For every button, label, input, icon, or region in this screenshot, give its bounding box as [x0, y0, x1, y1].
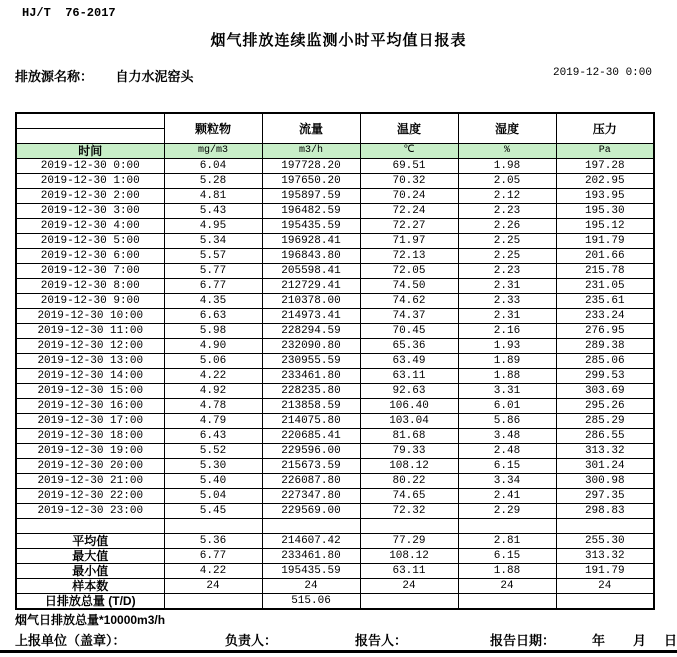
humidity-cell: 5.86	[458, 414, 556, 429]
flow-cell: 196843.80	[262, 249, 360, 264]
temp-cell: 79.33	[360, 444, 458, 459]
humidity-cell: 3.48	[458, 429, 556, 444]
dust-cell: 5.52	[164, 444, 262, 459]
unit-humidity: %	[458, 144, 556, 159]
time-cell: 2019-12-30 18:00	[16, 429, 164, 444]
humidity-cell: 2.05	[458, 174, 556, 189]
flow-cell: 197650.20	[262, 174, 360, 189]
flow-cell: 196928.41	[262, 234, 360, 249]
time-cell: 2019-12-30 17:00	[16, 414, 164, 429]
pressure-cell: 286.55	[556, 429, 654, 444]
time-cell: 2019-12-30 9:00	[16, 294, 164, 309]
hourly-row	[16, 354, 654, 369]
pressure-cell: 285.06	[556, 354, 654, 369]
pressure-cell: 298.83	[556, 504, 654, 519]
time-cell: 2019-12-30 2:00	[16, 189, 164, 204]
humidity-cell: 2.33	[458, 294, 556, 309]
time-column-header: 时间	[16, 144, 164, 159]
temp-cell: 74.62	[360, 294, 458, 309]
dust-cell: 4.81	[164, 189, 262, 204]
humidity-cell: 2.23	[458, 204, 556, 219]
unit-dust: mg/m3	[164, 144, 262, 159]
flow-cell: 214973.41	[262, 309, 360, 324]
v4-cell: 24	[458, 579, 556, 594]
flow-cell: 205598.41	[262, 264, 360, 279]
report-datetime: 2019-12-30 0:00	[552, 67, 652, 79]
time-cell: 2019-12-30 5:00	[16, 234, 164, 249]
unit-temp: ℃	[360, 144, 458, 159]
subheader	[15, 66, 662, 82]
header-row-top	[16, 113, 654, 129]
flow-cell: 214075.80	[262, 414, 360, 429]
dust-cell: 5.98	[164, 324, 262, 339]
empty-cell	[16, 519, 164, 534]
temp-cell: 74.50	[360, 279, 458, 294]
v1-cell: 6.77	[164, 549, 262, 564]
temp-cell: 72.32	[360, 504, 458, 519]
flow-cell: 229569.00	[262, 504, 360, 519]
humidity-cell: 1.98	[458, 159, 556, 174]
v4-cell	[458, 594, 556, 610]
flow-cell: 215673.59	[262, 459, 360, 474]
humidity-cell: 6.15	[458, 459, 556, 474]
source-label: 排放源名称：	[15, 69, 94, 84]
dust-cell: 6.43	[164, 429, 262, 444]
humidity-cell: 2.16	[458, 324, 556, 339]
dust-cell: 5.30	[164, 459, 262, 474]
flow-cell: 220685.41	[262, 429, 360, 444]
humidity-cell: 2.26	[458, 219, 556, 234]
temp-cell: 106.40	[360, 399, 458, 414]
v4-cell: 2.81	[458, 534, 556, 549]
dust-cell: 4.22	[164, 369, 262, 384]
standard-code: HJ/T 76-2017	[22, 6, 116, 20]
v5-cell: 255.30	[556, 534, 654, 549]
time-cell: 2019-12-30 16:00	[16, 399, 164, 414]
v3-cell: 108.12	[360, 549, 458, 564]
bottom-divider	[0, 650, 677, 653]
temp-cell: 71.97	[360, 234, 458, 249]
humidity-cell: 1.88	[458, 369, 556, 384]
time-cell: 2019-12-30 3:00	[16, 204, 164, 219]
temp-cell: 72.27	[360, 219, 458, 234]
hourly-row	[16, 474, 654, 489]
time-cell: 2019-12-30 15:00	[16, 384, 164, 399]
hourly-row	[16, 204, 654, 219]
flow-cell: 195897.59	[262, 189, 360, 204]
empty-cell	[458, 519, 556, 534]
v2-cell: 515.06	[262, 594, 360, 610]
time-cell: 2019-12-30 0:00	[16, 159, 164, 174]
v3-cell	[360, 594, 458, 610]
temp-cell: 65.36	[360, 339, 458, 354]
signature-line	[0, 630, 677, 648]
humidity-cell: 2.48	[458, 444, 556, 459]
pressure-cell: 195.12	[556, 219, 654, 234]
hourly-row	[16, 399, 654, 414]
flow-cell: 196482.59	[262, 204, 360, 219]
humidity-cell: 1.93	[458, 339, 556, 354]
empty-row	[16, 519, 654, 534]
reporting-unit-label: 上报单位（盖章）：	[15, 633, 126, 648]
pressure-cell: 215.78	[556, 264, 654, 279]
blank-header-cell	[16, 129, 164, 144]
day-label: 日	[664, 633, 677, 648]
time-cell: 2019-12-30 6:00	[16, 249, 164, 264]
hourly-row	[16, 294, 654, 309]
empty-cell	[262, 519, 360, 534]
temp-cell: 108.12	[360, 459, 458, 474]
flow-cell: 210378.00	[262, 294, 360, 309]
v3-cell: 24	[360, 579, 458, 594]
flow-cell: 212729.41	[262, 279, 360, 294]
flow-cell: 197728.20	[262, 159, 360, 174]
v2-cell: 233461.80	[262, 549, 360, 564]
v1-cell: 4.22	[164, 564, 262, 579]
report-date-label: 报告日期：	[490, 633, 556, 648]
time-cell: 2019-12-30 23:00	[16, 504, 164, 519]
hourly-row	[16, 174, 654, 189]
hourly-row	[16, 234, 654, 249]
pressure-cell: 231.05	[556, 279, 654, 294]
v3-cell: 77.29	[360, 534, 458, 549]
summary-row	[16, 579, 654, 594]
spacer-section	[16, 519, 654, 534]
hourly-row	[16, 504, 654, 519]
v1-cell: 5.36	[164, 534, 262, 549]
humidity-cell: 6.01	[458, 399, 556, 414]
humidity-cell: 2.31	[458, 309, 556, 324]
pressure-cell: 233.24	[556, 309, 654, 324]
v1-cell: 24	[164, 579, 262, 594]
pressure-cell: 299.53	[556, 369, 654, 384]
column-header-dust: 颗粒物	[164, 113, 262, 144]
pressure-cell: 195.30	[556, 204, 654, 219]
label-cell: 最小值	[16, 564, 164, 579]
time-cell: 2019-12-30 7:00	[16, 264, 164, 279]
flow-cell: 195435.59	[262, 219, 360, 234]
month-label: 月	[633, 633, 647, 648]
pressure-cell: 289.38	[556, 339, 654, 354]
column-header-temp: 温度	[360, 113, 458, 144]
time-cell: 2019-12-30 22:00	[16, 489, 164, 504]
humidity-cell: 2.25	[458, 249, 556, 264]
dust-cell: 5.34	[164, 234, 262, 249]
pressure-cell: 197.28	[556, 159, 654, 174]
reporter-label: 报告人：	[355, 633, 408, 648]
temp-cell: 69.51	[360, 159, 458, 174]
hourly-row	[16, 309, 654, 324]
pressure-cell: 303.69	[556, 384, 654, 399]
blank-header-cell	[16, 113, 164, 129]
pressure-cell: 193.95	[556, 189, 654, 204]
temp-cell: 80.22	[360, 474, 458, 489]
time-cell: 2019-12-30 13:00	[16, 354, 164, 369]
temp-cell: 74.37	[360, 309, 458, 324]
temp-cell: 92.63	[360, 384, 458, 399]
dust-cell: 4.90	[164, 339, 262, 354]
v2-cell: 24	[262, 579, 360, 594]
v5-cell: 191.79	[556, 564, 654, 579]
humidity-cell: 2.41	[458, 489, 556, 504]
empty-cell	[556, 519, 654, 534]
temp-cell: 70.32	[360, 174, 458, 189]
humidity-cell: 2.23	[458, 264, 556, 279]
dust-cell: 4.95	[164, 219, 262, 234]
summary-row	[16, 564, 654, 579]
label-cell: 样本数	[16, 579, 164, 594]
hourly-rows	[16, 159, 654, 519]
time-cell: 2019-12-30 21:00	[16, 474, 164, 489]
dust-cell: 5.28	[164, 174, 262, 189]
temp-cell: 72.13	[360, 249, 458, 264]
column-header-pressure: 压力	[556, 113, 654, 144]
time-cell: 2019-12-30 4:00	[16, 219, 164, 234]
dust-cell: 6.63	[164, 309, 262, 324]
flow-cell: 213858.59	[262, 399, 360, 414]
table-header	[16, 113, 654, 159]
flow-cell: 232090.80	[262, 339, 360, 354]
pressure-cell: 295.26	[556, 399, 654, 414]
humidity-cell: 1.89	[458, 354, 556, 369]
v5-cell: 24	[556, 579, 654, 594]
humidity-cell: 2.25	[458, 234, 556, 249]
hourly-row	[16, 489, 654, 504]
hourly-row	[16, 219, 654, 234]
temp-cell: 72.24	[360, 204, 458, 219]
hourly-row	[16, 249, 654, 264]
page-title: 烟气排放连续监测小时平均值日报表	[210, 32, 467, 49]
dust-cell: 4.79	[164, 414, 262, 429]
flow-total-note: 烟气日排放总量*10000m3/h	[15, 613, 166, 627]
summary-row	[16, 549, 654, 564]
hourly-row	[16, 324, 654, 339]
temp-cell: 72.05	[360, 264, 458, 279]
time-cell: 2019-12-30 19:00	[16, 444, 164, 459]
pressure-cell: 297.35	[556, 489, 654, 504]
hourly-row	[16, 444, 654, 459]
pressure-cell: 235.61	[556, 294, 654, 309]
hourly-row	[16, 189, 654, 204]
responsible-label: 负责人：	[225, 633, 278, 648]
label-cell: 最大值	[16, 549, 164, 564]
flow-cell: 227347.80	[262, 489, 360, 504]
time-cell: 2019-12-30 12:00	[16, 339, 164, 354]
temp-cell: 103.04	[360, 414, 458, 429]
temp-cell: 70.24	[360, 189, 458, 204]
summary-row	[16, 594, 654, 610]
time-cell: 2019-12-30 8:00	[16, 279, 164, 294]
temp-cell: 81.68	[360, 429, 458, 444]
summary-rows	[16, 534, 654, 610]
pressure-cell: 285.29	[556, 414, 654, 429]
v4-cell: 6.15	[458, 549, 556, 564]
dust-cell: 6.77	[164, 279, 262, 294]
dust-cell: 5.77	[164, 264, 262, 279]
temp-cell: 63.49	[360, 354, 458, 369]
temp-cell: 74.65	[360, 489, 458, 504]
v3-cell: 63.11	[360, 564, 458, 579]
humidity-cell: 2.31	[458, 279, 556, 294]
hourly-row	[16, 429, 654, 444]
v1-cell	[164, 594, 262, 610]
label-cell: 平均值	[16, 534, 164, 549]
v2-cell: 214607.42	[262, 534, 360, 549]
monitoring-table	[15, 112, 655, 610]
time-cell: 2019-12-30 1:00	[16, 174, 164, 189]
pressure-cell: 276.95	[556, 324, 654, 339]
dust-cell: 5.40	[164, 474, 262, 489]
v5-cell: 313.32	[556, 549, 654, 564]
flow-cell: 229596.00	[262, 444, 360, 459]
year-label: 年	[592, 633, 606, 648]
dust-cell: 6.04	[164, 159, 262, 174]
label-cell: 日排放总量 (T/D)	[16, 594, 164, 610]
pressure-cell: 191.79	[556, 234, 654, 249]
hourly-row	[16, 369, 654, 384]
time-cell: 2019-12-30 10:00	[16, 309, 164, 324]
column-header-flow: 流量	[262, 113, 360, 144]
flow-cell: 230955.59	[262, 354, 360, 369]
dust-cell: 4.78	[164, 399, 262, 414]
hourly-row	[16, 264, 654, 279]
flow-cell: 228294.59	[262, 324, 360, 339]
humidity-cell: 3.34	[458, 474, 556, 489]
pressure-cell: 202.95	[556, 174, 654, 189]
flow-cell: 228235.80	[262, 384, 360, 399]
units-row	[16, 144, 654, 159]
empty-cell	[360, 519, 458, 534]
time-cell: 2019-12-30 14:00	[16, 369, 164, 384]
hourly-row	[16, 459, 654, 474]
temp-cell: 63.11	[360, 369, 458, 384]
time-cell: 2019-12-30 11:00	[16, 324, 164, 339]
time-cell: 2019-12-30 20:00	[16, 459, 164, 474]
hourly-row	[16, 414, 654, 429]
empty-cell	[164, 519, 262, 534]
temp-cell: 70.45	[360, 324, 458, 339]
humidity-cell: 2.29	[458, 504, 556, 519]
humidity-cell: 2.12	[458, 189, 556, 204]
dust-cell: 4.35	[164, 294, 262, 309]
dust-cell: 4.92	[164, 384, 262, 399]
pressure-cell: 201.66	[556, 249, 654, 264]
dust-cell: 5.43	[164, 204, 262, 219]
pressure-cell: 300.98	[556, 474, 654, 489]
dust-cell: 5.06	[164, 354, 262, 369]
flow-cell: 226087.80	[262, 474, 360, 489]
humidity-cell: 3.31	[458, 384, 556, 399]
v5-cell	[556, 594, 654, 610]
dust-cell: 5.04	[164, 489, 262, 504]
source-name: 自力水泥窑头	[115, 69, 194, 84]
hourly-row	[16, 279, 654, 294]
v2-cell: 195435.59	[262, 564, 360, 579]
column-header-humidity: 湿度	[458, 113, 556, 144]
pressure-cell: 313.32	[556, 444, 654, 459]
unit-flow: m3/h	[262, 144, 360, 159]
summary-row	[16, 534, 654, 549]
v4-cell: 1.88	[458, 564, 556, 579]
pressure-cell: 301.24	[556, 459, 654, 474]
flow-cell: 233461.80	[262, 369, 360, 384]
unit-pressure: Pa	[556, 144, 654, 159]
hourly-row	[16, 384, 654, 399]
hourly-row	[16, 159, 654, 174]
hourly-row	[16, 339, 654, 354]
dust-cell: 5.57	[164, 249, 262, 264]
dust-cell: 5.45	[164, 504, 262, 519]
